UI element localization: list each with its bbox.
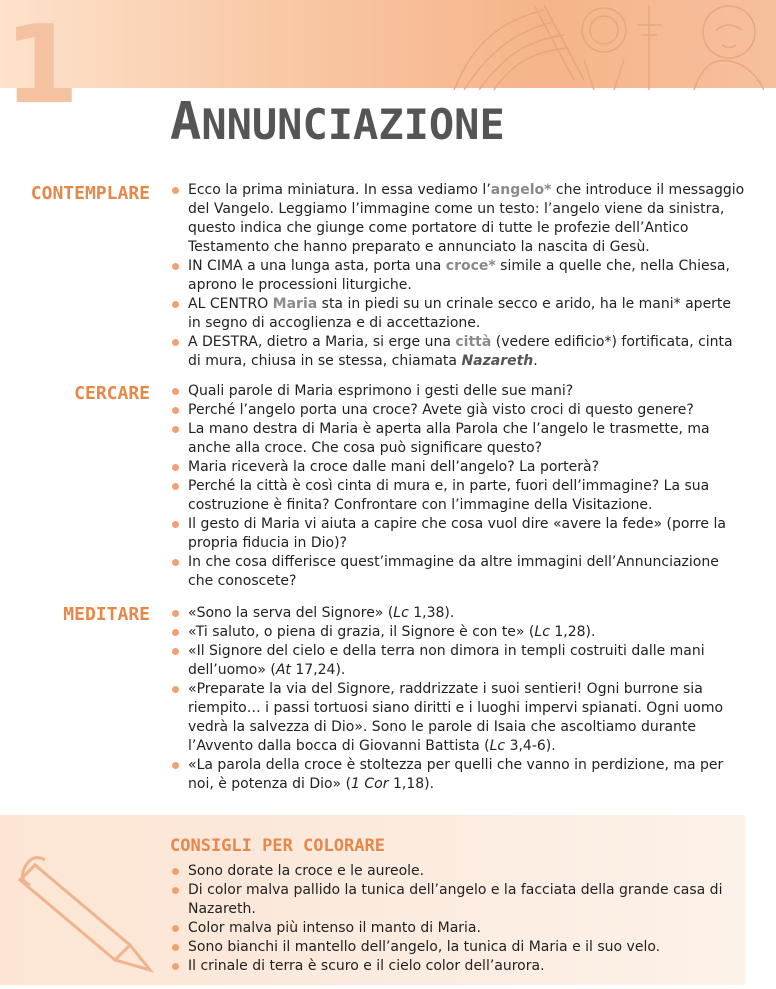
list-item: Il gesto di Maria vi aiuta a capire che cosa vuol dire «avere la fede» (porre la propria fiducia in Dio)?	[170, 515, 748, 553]
cercare-list	[170, 382, 748, 591]
list-item: Ecco la prima miniatura. In essa vediamo l’angelo* che introduce il messaggio del Vangelo. Leggiamo l’immagine come un testo: l’angelo viene da sinistra, questo indica che giunge come portatore di tutte le profezie dell’Antico Testamento che hanno preparato e annunciato la nascita di Gesù.	[170, 181, 748, 257]
contemplare-list	[170, 181, 748, 371]
list-item: Quali parole di Maria esprimono i gesti delle sue mani?	[170, 382, 748, 401]
title-initial: A	[170, 92, 202, 152]
list-item: IN CIMA a una lunga asta, porta una croce* simile a quelle che, nella Chiesa, aprono le processioni liturgiche.	[170, 257, 748, 295]
list-item: Color malva più intenso il manto di Maria.	[170, 919, 748, 938]
angel-illustration-icon	[434, 0, 764, 90]
list-item: Maria riceverà la croce dalle mani dell’angelo? La porterà?	[170, 458, 748, 477]
pencil-icon	[10, 835, 160, 975]
list-item: AL CENTRO Maria sta in piedi su un crinale secco e arido, ha le mani* aperte in segno di accoglienza e di accettazione.	[170, 295, 748, 333]
list-item: «La parola della croce è stoltezza per quelli che vanno in perdizione, ma per noi, è potenza di Dio» (1 Cor 1,18).	[170, 756, 748, 794]
list-item: «Ti saluto, o piena di grazia, il Signore è con te» (Lc 1,28).	[170, 623, 748, 642]
section-label-meditare: MEDITARE	[63, 604, 150, 625]
meditare-list	[170, 604, 748, 794]
chapter-number: 1	[4, 3, 80, 128]
page-title	[170, 92, 505, 152]
list-item: «Preparate la via del Signore, raddrizzate i suoi sentieri! Ogni burrone sia riempito… i passi tortuosi siano diritti e i luoghi impervi spianati. Ogni uomo vedrà la salvezza di Dio». Sono le parole di Isaia che ascoltiamo durante l’Avvento dalla bocca di Giovanni Battista (Lc 3,4-6).	[170, 680, 748, 756]
list-item: Il crinale di terra è scuro e il cielo color dell’aurora.	[170, 957, 748, 976]
section-label-contemplare: CONTEMPLARE	[30, 183, 150, 204]
list-item: Perché la città è così cinta di mura e, in parte, fuori dell’immagine? La sua costruzione è finita? Confrontare con l’immagine della Visitazione.	[170, 477, 748, 515]
section-label-cercare: CERCARE	[74, 383, 150, 404]
section-label-consigli: CONSIGLI PER COLORARE	[170, 836, 385, 856]
list-item: In che cosa differisce quest’immagine da altre immagini dell’Annunciazione che conoscete?	[170, 553, 748, 591]
title-rest: NNUNCIAZIONE	[201, 100, 505, 149]
list-item: «Il Signore del cielo e della terra non dimora in templi costruiti dalle mani dell’uomo» (At 17,24).	[170, 642, 748, 680]
list-item: La mano destra di Maria è aperta alla Parola che l’angelo le trasmette, ma anche alla croce. Che cosa può significare questo?	[170, 420, 748, 458]
list-item: Perché l’angelo porta una croce? Avete già visto croci di questo genere?	[170, 401, 748, 420]
list-item: Sono dorate la croce e le aureole.	[170, 862, 748, 881]
list-item: Sono bianchi il mantello dell’angelo, la tunica di Maria e il suo velo.	[170, 938, 748, 957]
list-item: «Sono la serva del Signore» (Lc 1,38).	[170, 604, 748, 623]
list-item: Di color malva pallido la tunica dell’angelo e la facciata della grande casa di Nazareth.	[170, 881, 748, 919]
list-item: A DESTRA, dietro a Maria, si erge una città (vedere edificio*) fortificata, cinta di mura, chiusa in se stessa, chiamata Nazareth.	[170, 333, 748, 371]
consigli-list	[170, 862, 748, 976]
